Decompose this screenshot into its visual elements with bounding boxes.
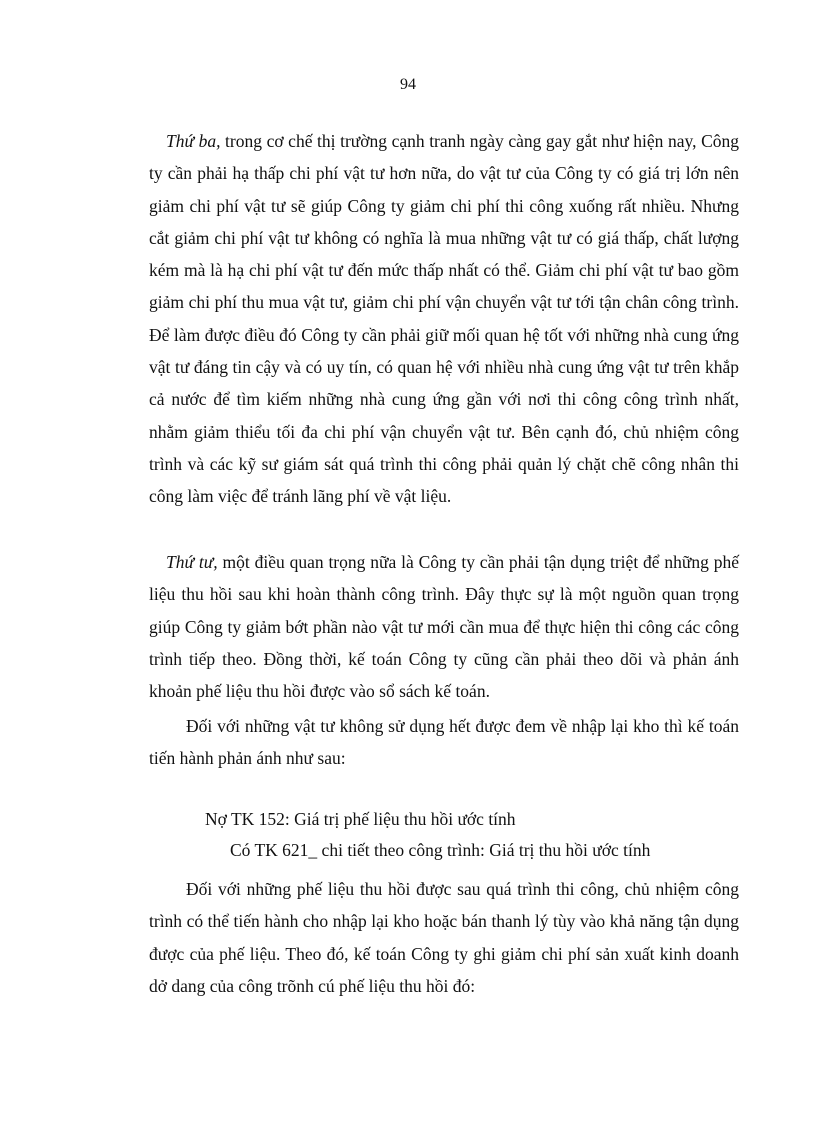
paragraph-body-thu-tu: một điều quan trọng nữa là Công ty cần phải tận dụng triệt để những phế liệu thu hồi sau khi hoàn thành công trình. Đây thực sự là một nguồn quan trọng giúp Công ty giảm bớt phần nào vật tư mới cần mua để thực hiện thi công các công trình tiếp theo. Đồng thời, kế toán Công ty cũng cần phải theo dõi và phản ánh khoản phế liệu thu hồi được vào sổ sách kế toán. [149, 552, 739, 702]
paragraph-thu-ba [149, 125, 739, 513]
paragraph-phe-lieu-thu-hoi: Đối với những phế liệu thu hồi được sau quá trình thi công, chủ nhiệm công trình có thể tiến hành cho nhập lại kho hoặc bán thanh lý tùy vào khả năng tận dụng được của phế liệu. Theo đó, kế toán Công ty ghi giảm chi phí sản xuất kinh doanh dở dang của công trõnh cú phế liệu thu hồi đó: [149, 879, 739, 996]
journal-entry-debit: Nợ TK 152: Giá trị phế liệu thu hồi ước tính [205, 809, 516, 829]
paragraph-body-thu-ba: trong cơ chế thị trường cạnh tranh ngày càng gay gắt như hiện nay, Công ty cần phải hạ thấp chi phí vật tư hơn nữa, do vật tư của Công ty có giá trị lớn nên giảm chi phí vật tư sẽ giúp Công ty giảm chi phí thi công xuống rất nhiều. Nhưng cắt giảm chi phí vật tư không có nghĩa là mua những vật tư có giá thấp, chất lượng kém mà là hạ chi phí vật tư đến mức thấp nhất có thể. Giảm chi phí vật tư bao gồm giảm chi phí thu mua vật tư, giảm chi phí vận chuyển vật tư tới tận chân công trình. Để làm được điều đó Công ty cần phải giữ mối quan hệ tốt với những nhà cung ứng vật tư đáng tin cậy và có uy tín, có quan hệ với nhiều nhà cung ứng vật tư trên khắp cả nước để tìm kiếm những nhà cung ứng gần với nơi thi công công trình nhất, nhằm giảm thiểu tối đa chi phí vận chuyển vật tư. Bên cạnh đó, chủ nhiệm công trình và các kỹ sư giám sát quá trình thi công phải quản lý chặt chẽ công nhân thi công làm việc để tránh lãng phí về vật liệu. [149, 131, 739, 507]
paragraph-lead-thu-ba: Thứ ba, [166, 131, 221, 151]
paragraph-vat-tu-nhap-kho: Đối với những vật tư không sử dụng hết được đem về nhập lại kho thì kế toán tiến hành phản ánh như sau: [149, 716, 739, 769]
page-number: 94 [400, 76, 416, 93]
paragraph-thu-tu [149, 546, 739, 707]
journal-entry-credit: Có TK 621_ chi tiết theo công trình: Giá trị thu hồi ước tính [230, 840, 651, 860]
paragraph-lead-thu-tu: Thứ tư, [166, 552, 218, 572]
